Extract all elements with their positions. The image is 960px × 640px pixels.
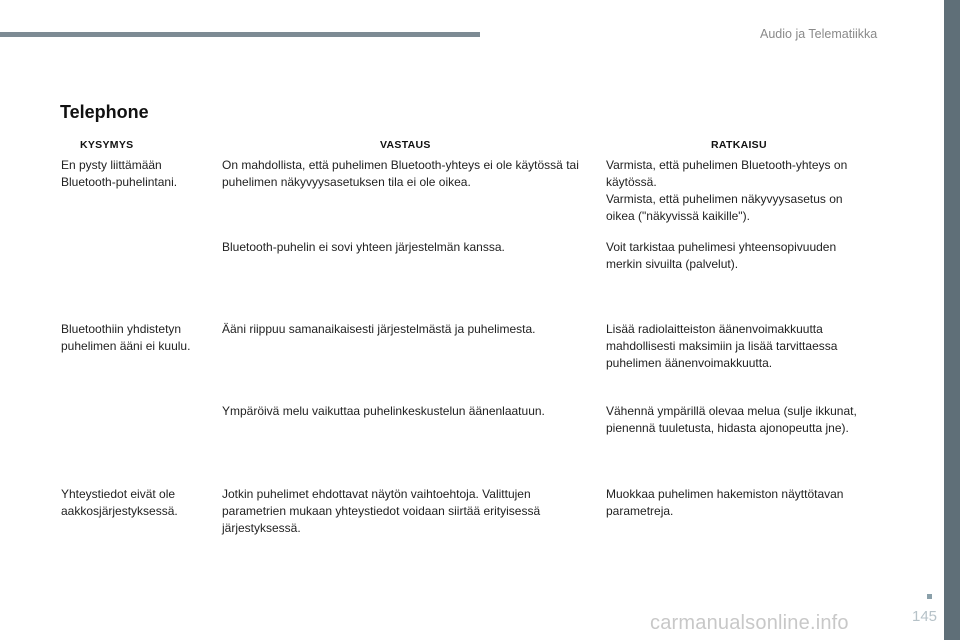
question-cell: En pysty liittämään Bluetooth-puhelintani. — [61, 158, 178, 189]
solution-cell: Voit tarkistaa puhelimesi yhteensopivuuden merkin sivuilta (palvelut). — [606, 240, 837, 271]
answer-cell: Ääni riippuu samanaikaisesti järjestelmästä ja puhelimesta. — [222, 322, 536, 336]
question-cell: Bluetoothiin yhdistetyn puhelimen ääni ei kuulu. — [61, 322, 191, 353]
answer-cell: Bluetooth-puhelin ei sovi yhteen järjestelmän kanssa. — [222, 240, 505, 254]
answer-cell: On mahdollista, että puhelimen Bluetooth-yhteys ei ole käytössä tai puhelimen näkyvyysasetuksen tila ei ole oikea. — [222, 158, 579, 189]
page-title: Telephone — [60, 102, 149, 122]
column-header-solution: RATKAISU — [711, 139, 767, 151]
page-marker — [927, 594, 932, 599]
solution-cell: Vähennä ympärillä olevaa melua (sulje ikkunat, pienennä tuuletusta, hidasta ajonopeutta jne). — [606, 404, 857, 435]
answer-cell: Ympäröivä melu vaikuttaa puhelinkeskustelun äänenlaatuun. — [222, 404, 545, 418]
page-number: 145 — [912, 608, 938, 625]
solution-cell: Lisää radiolaitteiston äänenvoimakkuutta mahdollisesti maksimiin ja lisää tarvittaessa puhelimen äänenvoimakkuutta. — [606, 322, 838, 370]
side-bar — [944, 0, 960, 640]
solution-cell: Muokkaa puhelimen hakemiston näyttötavan parametreja. — [606, 487, 844, 518]
header-bar — [0, 32, 480, 37]
section-title: Audio ja Telematiikka — [760, 27, 878, 41]
answer-cell: Jotkin puhelimet ehdottavat näytön vaihtoehtoja. Valittujen parametrien mukaan yhteystiedot voidaan siirtää erityisessä järjestyksessä. — [222, 487, 541, 535]
watermark: carmanualsonline.info — [650, 612, 849, 634]
column-header-answer: VASTAUS — [380, 139, 431, 151]
column-header-question: KYSYMYS — [80, 139, 134, 151]
solution-cell: Varmista, että puhelimen Bluetooth-yhteys on käytössä. Varmista, että puhelimen näkyvyysasetus on oikea ("näkyvissä kaikille"). — [606, 158, 848, 223]
question-cell: Yhteystiedot eivät ole aakkosjärjestyksessä. — [61, 487, 178, 518]
